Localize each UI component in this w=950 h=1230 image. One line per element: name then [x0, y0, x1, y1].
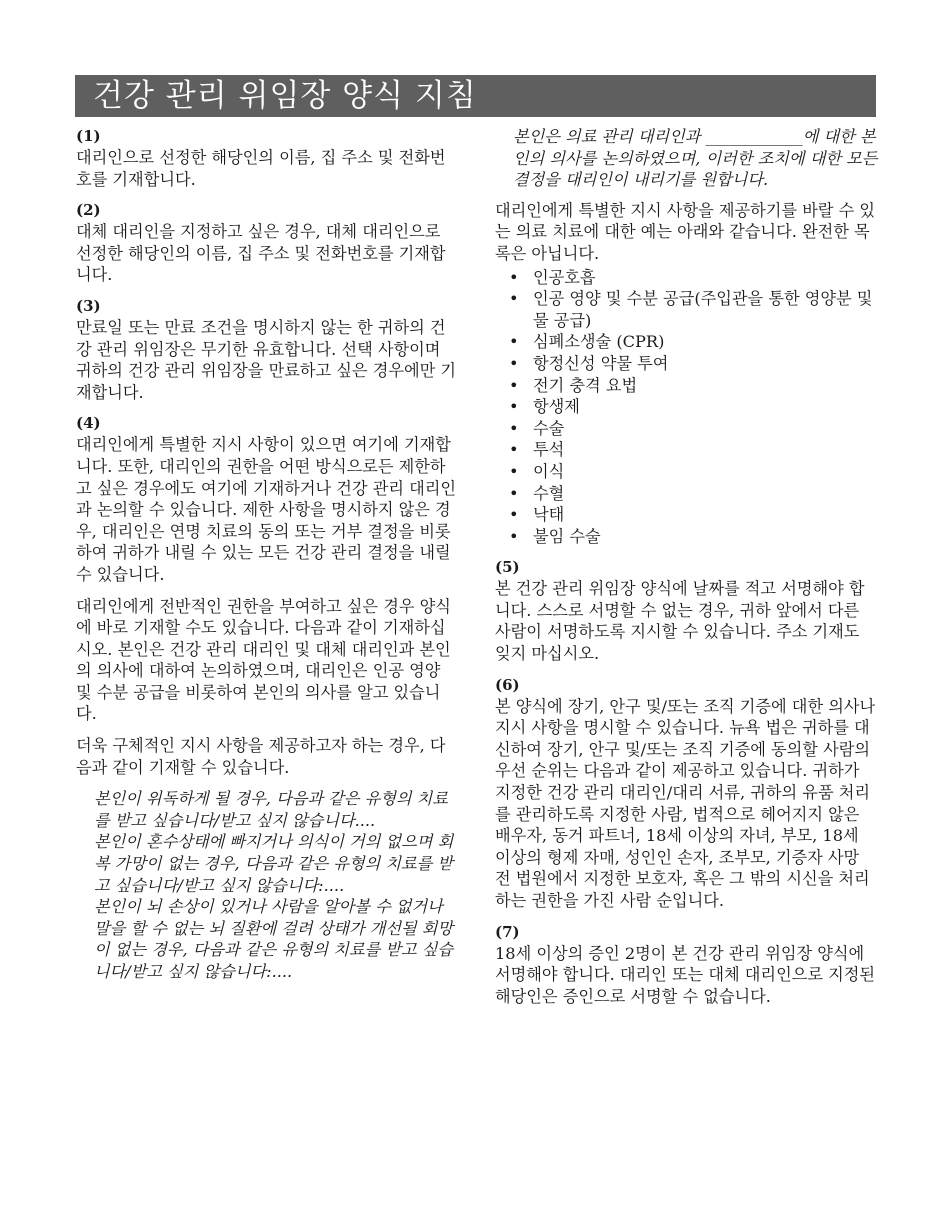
section-4-text: 대리인에게 특별한 지시 사항이 있으면 여기에 기재합니다. 또한, 대리인의 권한을 어떤 방식으로든 제한하고 싶은 경우에도 여기에 기재하거나 건강 관리 대리인과 논의할 수 있습니다. 제한 사항을 명시하지 않은 경우, 대리인은 연명 치료의 동의 또는 거부 결정을 비롯하여 귀하가 내릴 수 있는 모든 건강 관리 결정을 내릴 수 있습니다. [76, 435, 457, 584]
treatment-item [509, 439, 878, 461]
bullet-icon: • [509, 505, 519, 525]
bullet-icon: • [509, 332, 519, 352]
example-coma: 본인이 혼수상태에 빠지거나 의식이 거의 없으며 회복 가망이 없는 경우, 다음과 같은 유형의 치료를 받고 싶습니다/받고 싶지 않습니다:.... [94, 832, 454, 895]
treatment-item [509, 267, 878, 289]
treatment-label: 인공호흡 [533, 267, 596, 287]
bullet-icon: • [509, 526, 519, 546]
section-5 [495, 557, 878, 664]
treatment-label: 심폐소생술 (CPR) [533, 332, 665, 352]
treatments-intro: 대리인에게 특별한 지시 사항을 제공하기를 바랄 수 있는 의료 치료에 대한 예는 아래와 같습니다. 완전한 목록은 아닙니다. [495, 200, 876, 263]
example-discussed-wishes: 본인은 의료 관리 대리인과 ____________에 대한 본인의 의사를 논의하였으며, 이러한 조치에 대한 모든 결정을 대리인이 내리기를 원합니다. [513, 127, 878, 190]
left-column [76, 126, 458, 993]
section-6-text: 본 양식에 장기, 안구 및/또는 조직 기증에 대한 의사나 지시 사항을 명시할 수 있습니다. 뉴욕 법은 귀하를 대신하여 장기, 안구 및/또는 조직 기증에 동의할 사람의 우선 순위는 다음과 같이 제공하고 있습니다. 귀하가 지정한 건강 관리 대리인/대리 서류, 귀하의 유품 처리를 관리하도록 지정한 사람, 법적으로 헤어지지 않은 배우자, 동거 파트너, 18세 이상의 자녀, 부모, 18세 이상의 형제 자매, 성인인 손자, 조부모, 기증자 사망 전 법원에서 지정한 보호자, 혹은 그 밖의 시신을 처리하는 권한을 가진 사람 순입니다. [495, 696, 876, 910]
section-3 [76, 296, 458, 403]
section-1 [76, 126, 458, 190]
section-4-general-authority: 대리인에게 전반적인 권한을 부여하고 싶은 경우 양식에 바로 기재할 수도 있습니다. 다음과 같이 기재하십시오. 본인은 건강 관리 대리인 및 대체 대리인과 본인의 의사에 대하여 논의하였으며, 대리인은 인공 영양 및 수분 공급을 비롯하여 본인의 의사를 알고 있습니다. [76, 596, 451, 724]
bullet-icon: • [509, 353, 519, 373]
example-terminal-condition: 본인이 위독하게 될 경우, 다음과 같은 유형의 치료를 받고 싶습니다/받고 싶지 않습니다.... [94, 789, 448, 830]
treatment-label: 불임 수술 [533, 526, 601, 546]
treatment-item [509, 396, 878, 418]
example-brain-damage: 본인이 뇌 손상이 있거나 사람을 알아볼 수 없거나 말을 할 수 없는 뇌 질환에 걸려 상태가 개선될 회망이 없는 경우, 다음과 같은 유형의 치료를 받고 싶습니다/받고 싶지 않습니다:.... [94, 897, 454, 981]
section-2 [76, 200, 458, 286]
right-column [495, 126, 878, 1017]
section-1-text: 대리인으로 선정한 해당인의 이름, 집 주소 및 전화번호를 기재합니다. [76, 148, 446, 189]
treatment-label: 항정신성 약물 투여 [533, 353, 669, 373]
treatment-item [509, 504, 878, 526]
section-7-number: (7) [495, 922, 520, 941]
bullet-icon: • [509, 267, 519, 287]
bullet-icon: • [509, 289, 519, 309]
treatment-item [509, 353, 878, 375]
treatment-item [509, 375, 878, 397]
bullet-icon: • [509, 418, 519, 438]
section-2-text: 대체 대리인을 지정하고 싶은 경우, 대체 대리인으로 선정한 해당인의 이름, 집 주소 및 전화번호를 기재합니다. [76, 222, 446, 285]
bullet-icon: • [509, 397, 519, 417]
treatment-item [509, 461, 878, 483]
bullet-icon: • [509, 440, 519, 460]
bullet-icon: • [509, 483, 519, 503]
section-3-text: 만료일 또는 만료 조건을 명시하지 않는 한 귀하의 건강 관리 위임장은 무기한 유효합니다. 선택 사항이며 귀하의 건강 관리 위임장을 만료하고 싶은 경우에만 기재합니다. [76, 317, 457, 402]
treatment-label: 낙태 [533, 505, 565, 525]
treatments-list [495, 267, 878, 548]
title-bar [75, 75, 876, 117]
section-4 [76, 413, 458, 982]
section-4-specific-intro: 더욱 구체적인 지시 사항을 제공하고자 하는 경우, 다음과 같이 기재할 수 있습니다. [76, 736, 446, 777]
section-6 [495, 675, 878, 912]
treatment-label: 투석 [533, 440, 565, 460]
treatment-label: 항생제 [533, 397, 580, 417]
bullet-icon: • [509, 375, 519, 395]
section-6-number: (6) [495, 675, 520, 694]
treatment-item [509, 331, 878, 353]
page-title: 건강 관리 위임장 양식 지침 [93, 78, 477, 114]
treatment-item [509, 526, 878, 548]
treatment-item [509, 418, 878, 440]
section-3-number: (3) [76, 296, 101, 315]
treatment-label: 전기 충격 요법 [533, 375, 638, 395]
section-7-text: 18세 이상의 증인 2명이 본 건강 관리 위임장 양식에 서명해야 합니다. 대리인 또는 대체 대리인으로 지정된 해당인은 증인으로 서명할 수 없습니다. [495, 943, 876, 1006]
treatment-item [509, 483, 878, 505]
section-1-number: (1) [76, 127, 101, 145]
section-7 [495, 922, 878, 1008]
treatment-label: 수혈 [533, 483, 565, 503]
bullet-icon: • [509, 461, 519, 481]
treatment-label: 인공 영양 및 수분 공급(주입관을 통한 영양분 및 물 공급) [533, 289, 873, 330]
treatment-label: 수술 [533, 418, 565, 438]
treatment-label: 이식 [533, 461, 565, 481]
section-5-text: 본 건강 관리 위임장 양식에 날짜를 적고 서명해야 합니다. 스스로 서명할 수 없는 경우, 귀하 앞에서 다른 사람이 서명하도록 지시할 수 있습니다. 주소 기재도 잊지 마십시오. [495, 579, 865, 664]
section-2-number: (2) [76, 201, 101, 220]
treatment-item [509, 288, 878, 331]
section-4-number: (4) [76, 414, 101, 433]
section-5-number: (5) [495, 558, 520, 577]
